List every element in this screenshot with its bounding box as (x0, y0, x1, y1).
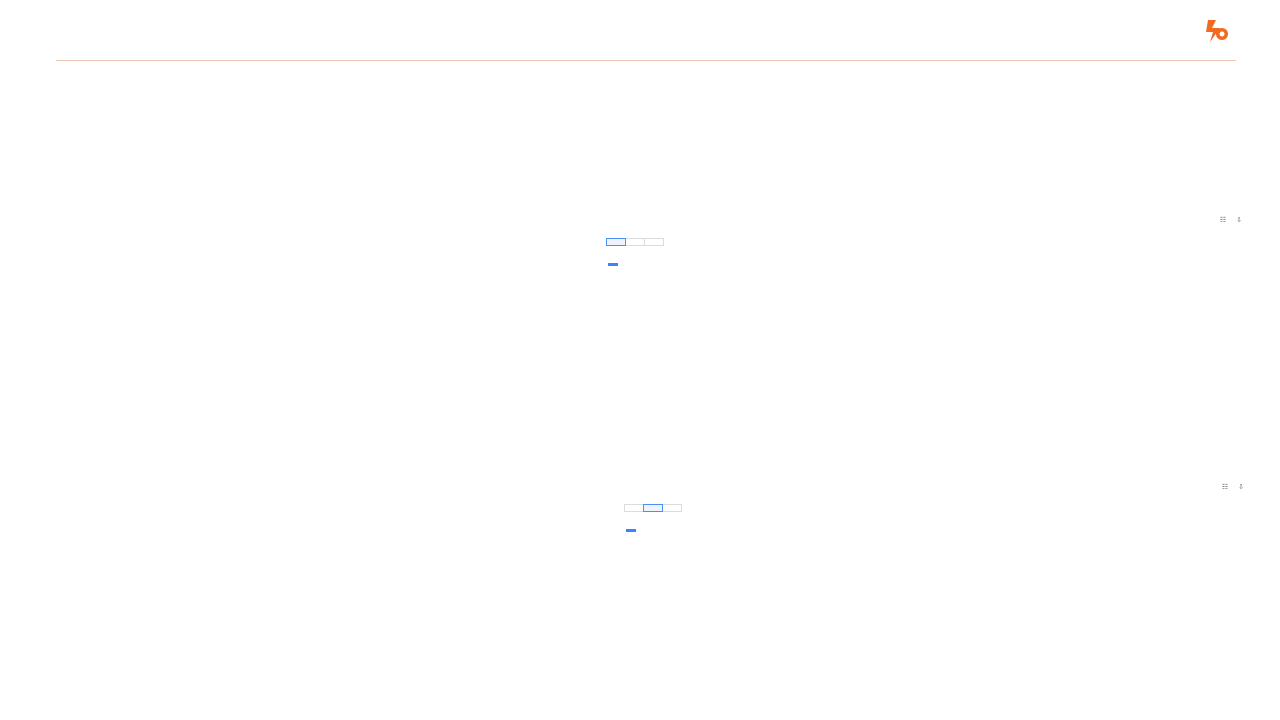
panel-legend (608, 263, 622, 266)
panel-tools (1222, 483, 1244, 491)
sales-volume-panel (616, 472, 1250, 687)
panel-tabs (624, 504, 681, 512)
header-divider (56, 60, 1236, 61)
show-list-button[interactable] (1220, 216, 1226, 224)
logo-mark-icon (1202, 16, 1230, 44)
tab-sales-amount[interactable] (644, 238, 664, 246)
legend-swatch (626, 529, 636, 532)
sales-volume-chart (616, 540, 1250, 680)
tab-product-count[interactable] (606, 238, 626, 246)
product-count-panel (598, 205, 1248, 435)
legend-swatch (608, 263, 618, 266)
export-data-button[interactable] (1238, 483, 1244, 491)
export-icon: ⇩ (1236, 216, 1242, 224)
panel-legend (626, 529, 640, 532)
export-icon: ⇩ (1238, 483, 1244, 491)
export-data-button[interactable] (1236, 216, 1242, 224)
list-icon: ☷ (1219, 216, 1227, 224)
tab-sales-amount[interactable] (662, 504, 682, 512)
tab-sales-volume[interactable] (625, 238, 645, 246)
tab-product-count[interactable] (624, 504, 644, 512)
panel-tools (1220, 216, 1242, 224)
show-list-button[interactable] (1222, 483, 1228, 491)
brand-logo (1202, 16, 1236, 44)
product-count-chart (598, 275, 1248, 425)
list-icon: ☷ (1221, 483, 1229, 491)
tab-sales-volume[interactable] (643, 504, 663, 512)
panel-tabs (606, 238, 663, 246)
avg-sales-combo-chart (40, 380, 580, 680)
